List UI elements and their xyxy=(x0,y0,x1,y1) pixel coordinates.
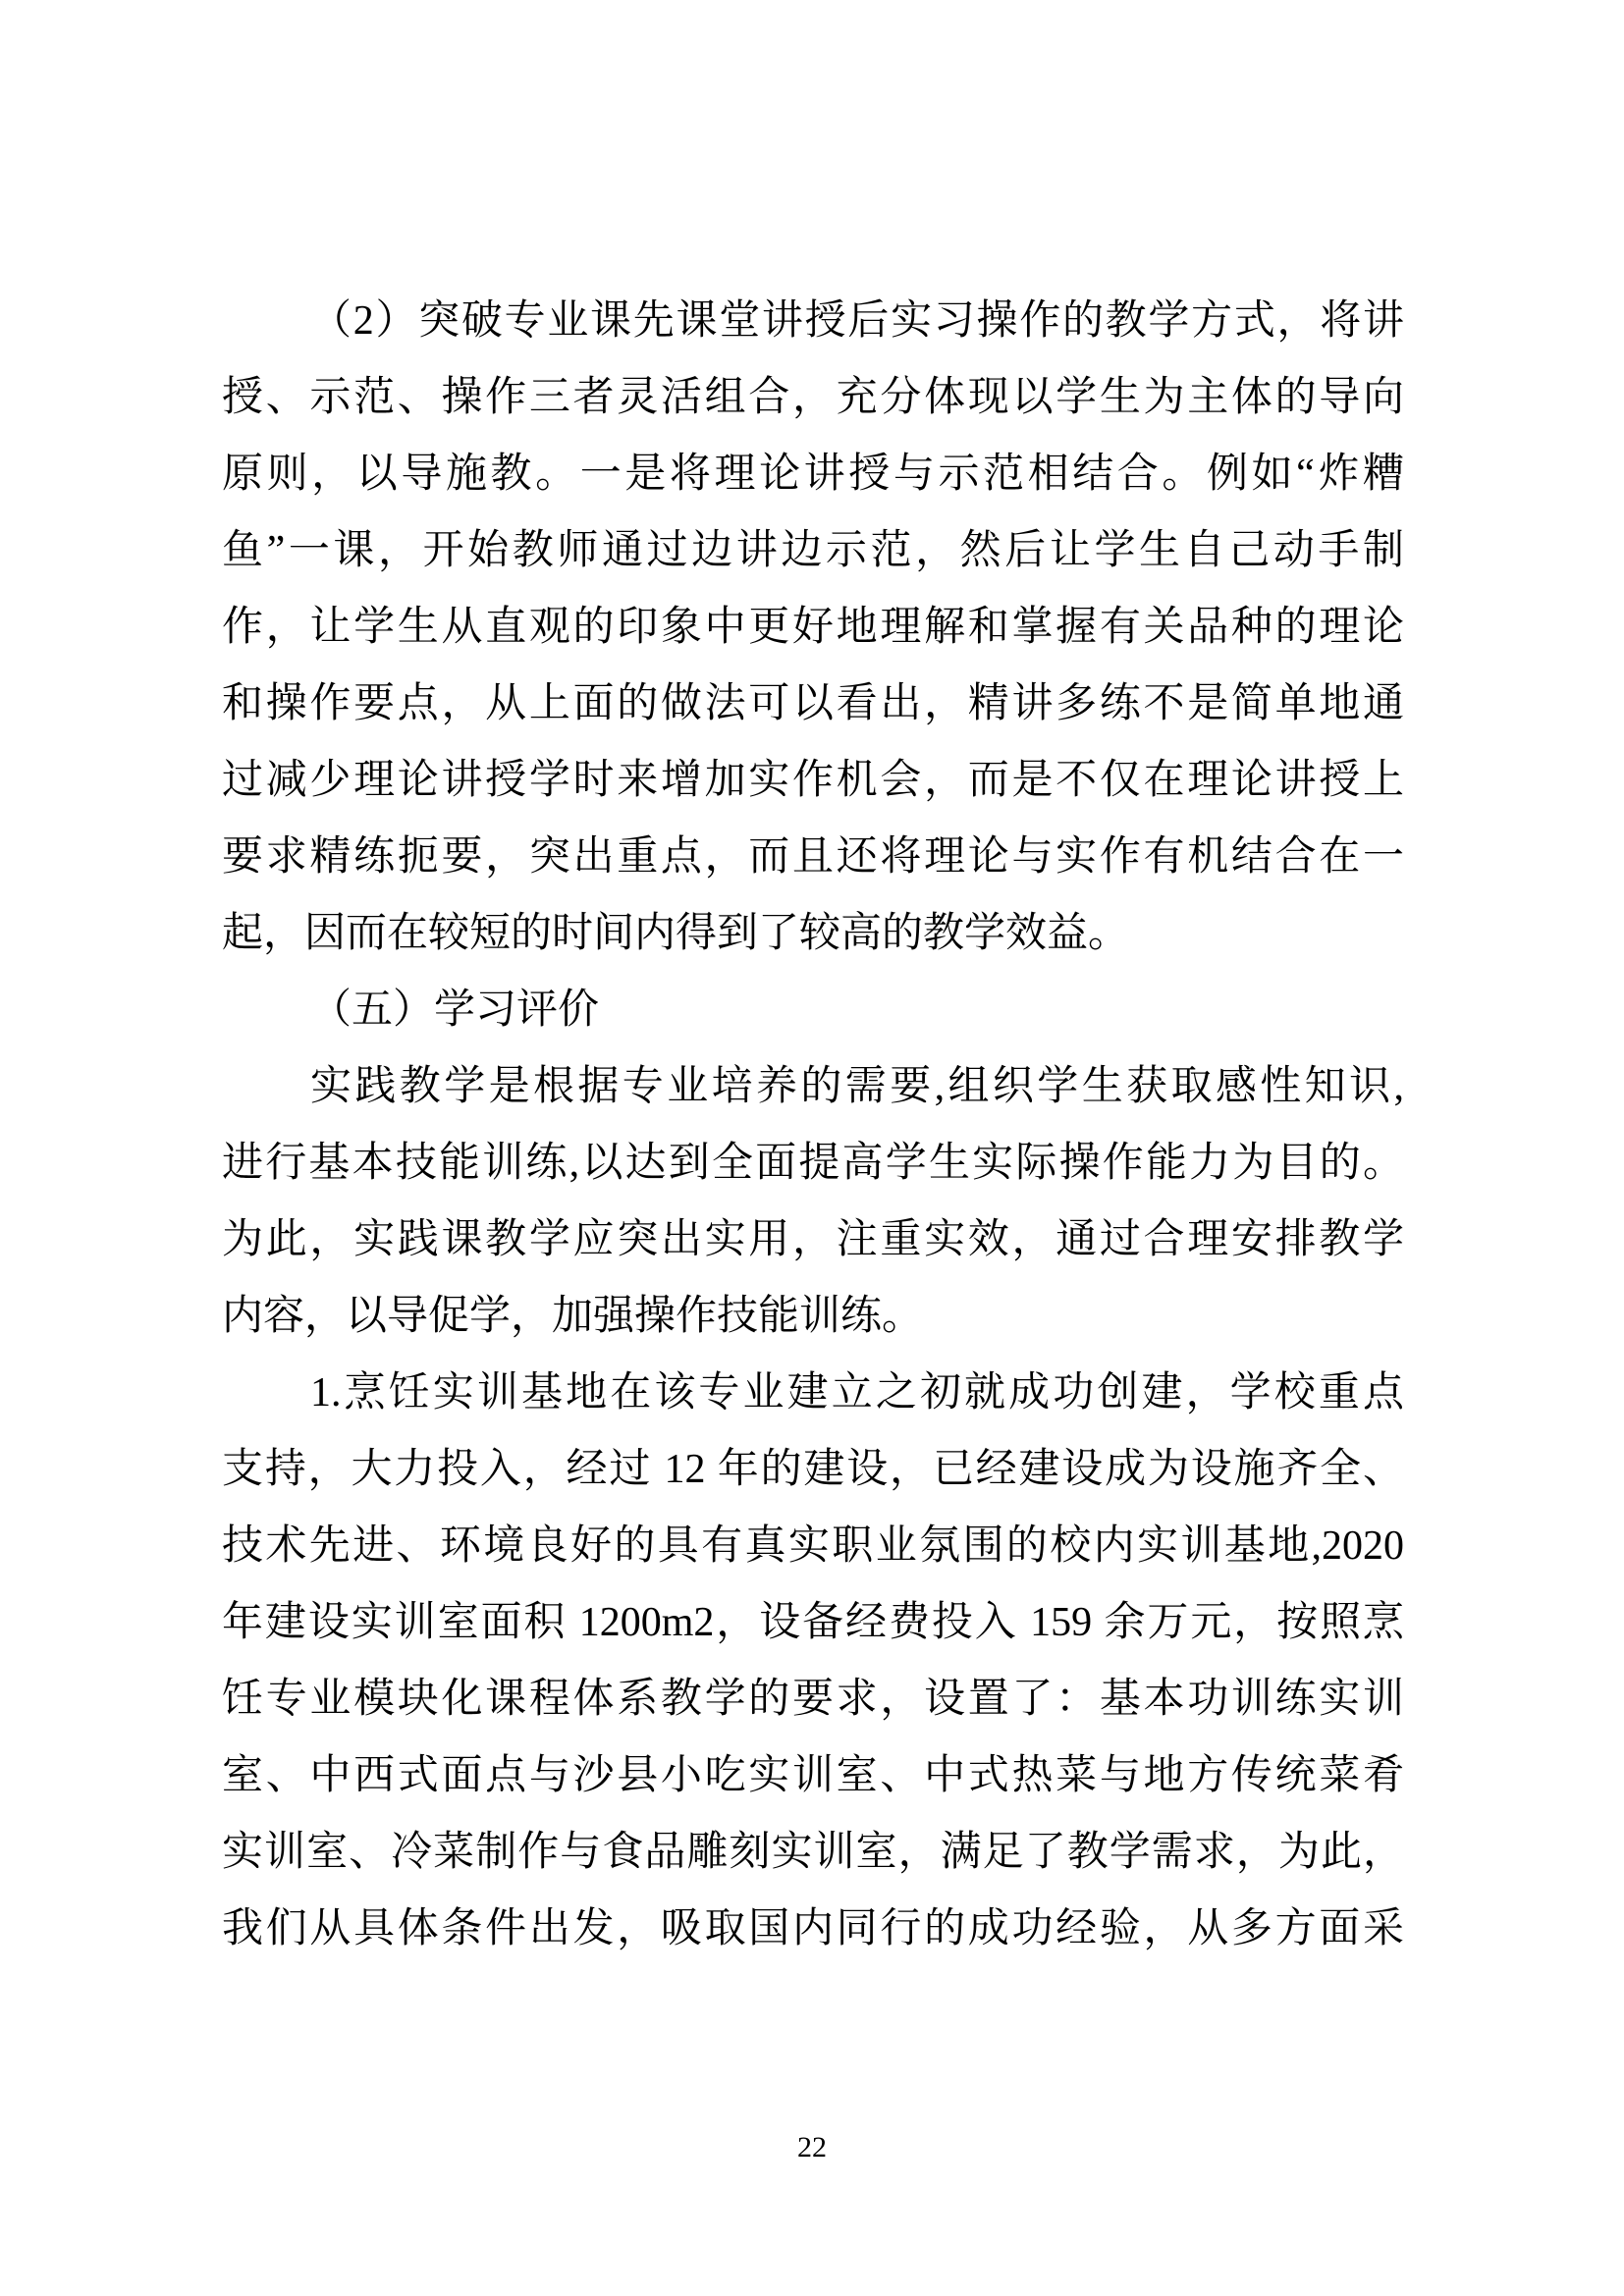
text-line: 实践教学是根据专业培养的需要,组织学生获取感性知识, xyxy=(310,1064,1404,1109)
page-number: 22 xyxy=(797,2131,827,2163)
text-line: 鱼”一课，开始教师通过边讲边示范，然后让学生自己动手制 xyxy=(222,528,1404,573)
text-line: 室、中西式面点与沙县小吃实训室、中式热菜与地方传统菜肴 xyxy=(222,1753,1404,1798)
text-line: 原则，以导施教。一是将理论讲授与示范相结合。例如“炸糟 xyxy=(222,452,1404,497)
text-line: 饪专业模块化课程体系教学的要求，设置了：基本功训练实训 xyxy=(222,1677,1404,1722)
text-line: 实训室、冷菜制作与食品雕刻实训室，满足了教学需求，为此， xyxy=(222,1830,1404,1875)
text-line: 要求精练扼要，突出重点，而且还将理论与实作有机结合在一 xyxy=(222,834,1404,880)
text-line: 作，让学生从直观的印象中更好地理解和掌握有关品种的理论 xyxy=(222,605,1404,650)
document-body xyxy=(222,283,1404,1967)
text-line: 年建设实训室面积 1200m2，设备经费投入 159 余万元，按照烹 xyxy=(222,1600,1404,1645)
text-line: 为此，实践课教学应突出实用，注重实效，通过合理安排教学 xyxy=(222,1217,1404,1262)
text-line: 内容，以导促学，加强操作技能训练。 xyxy=(222,1294,924,1339)
text-line: （2）突破专业课先课堂讲授后实习操作的教学方式，将讲 xyxy=(310,298,1404,344)
text-line: 和操作要点，从上面的做法可以看出，精讲多练不是简单地通 xyxy=(222,681,1404,726)
text-line: 支持，大力投入，经过 12 年的建设，已经建设成为设施齐全、 xyxy=(222,1447,1404,1492)
text-line: 技术先进、环境良好的具有真实职业氛围的校内实训基地,2020 xyxy=(222,1523,1404,1569)
text-line: 过减少理论讲授学时来增加实作机会，而是不仅在理论讲授上 xyxy=(222,758,1404,803)
text-line: 授、示范、操作三者灵活组合，充分体现以学生为主体的导向 xyxy=(222,375,1404,420)
section-heading: （五）学习评价 xyxy=(310,988,600,1033)
text-line: 1.烹饪实训基地在该专业建立之初就成功创建，学校重点 xyxy=(310,1370,1404,1415)
text-line: 起，因而在较短的时间内得到了较高的教学效益。 xyxy=(222,911,1130,956)
text-line: 进行基本技能训练,以达到全面提高学生实际操作能力为目的。 xyxy=(222,1141,1404,1186)
text-line: 我们从具体条件出发，吸取国内同行的成功经验，从多方面采 xyxy=(222,1906,1404,1951)
